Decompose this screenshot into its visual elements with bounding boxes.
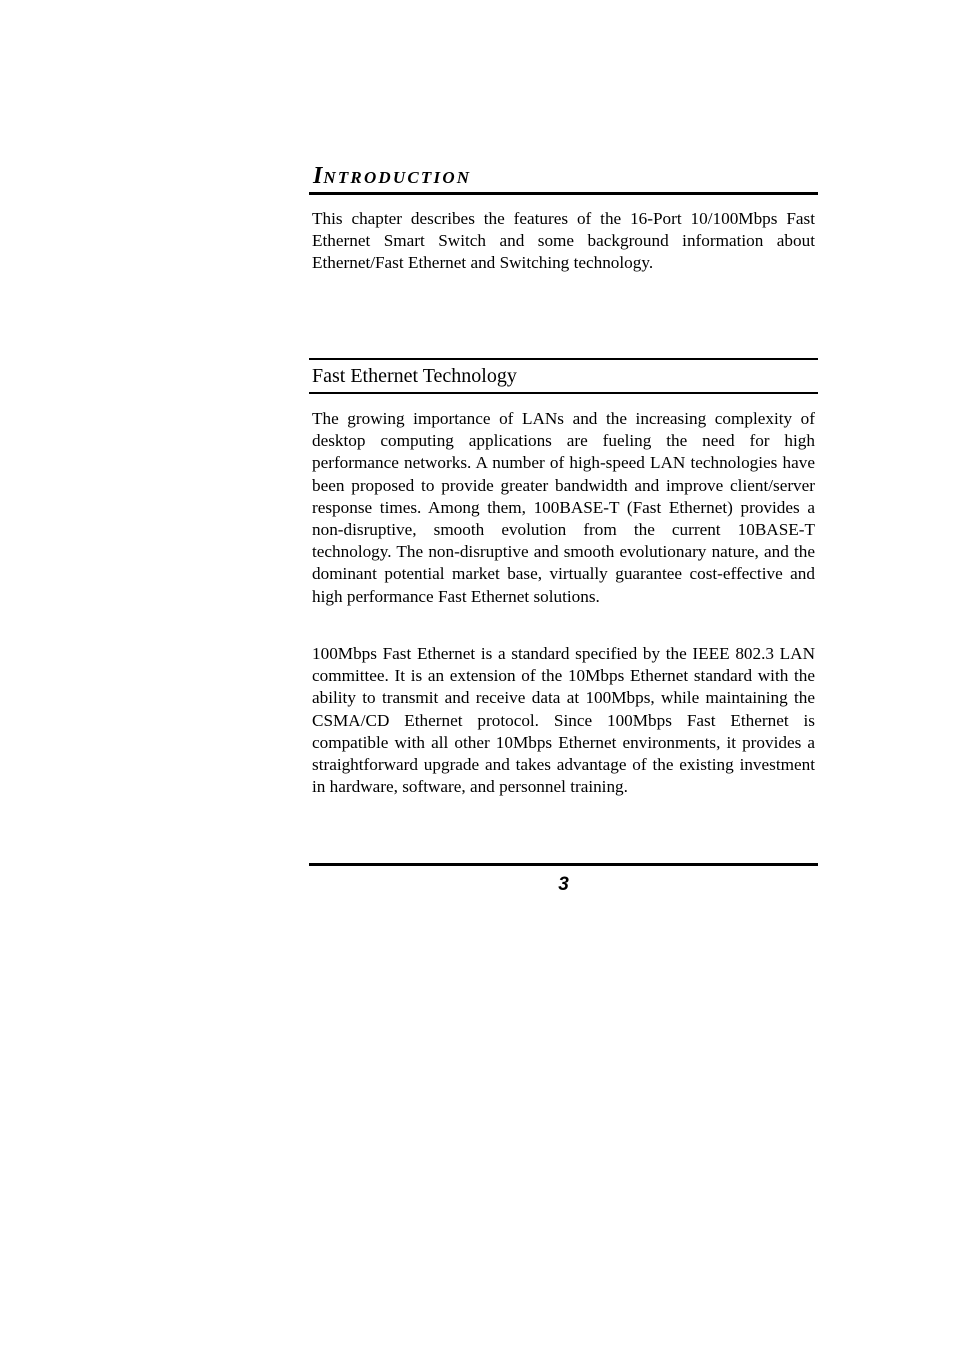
chapter-heading-rest: NTRODUCTION: [323, 168, 472, 187]
section-paragraph-2: 100Mbps Fast Ethernet is a standard specified by the IEEE 802.3 LAN committee. It is an extension of the 10Mbps Ethernet standard with the ability to transmit and receive data at 100Mbps, while maintaining the CSMA/CD Ethernet protocol. Since 100Mbps Fast Ethernet is compatible with all other 10Mbps Ethernet environments, it provides a straightforward upgrade and takes advantage of the existing investment in hardware, software, and personnel training.: [312, 644, 815, 797]
footer-rule: [309, 863, 818, 866]
chapter-heading-initial: I: [313, 163, 324, 189]
section-bottom-rule: [309, 392, 818, 394]
section-top-rule: [309, 358, 818, 360]
section-title: Fast Ethernet Technology: [312, 365, 517, 387]
chapter-heading-rule: [309, 192, 818, 195]
chapter-intro-paragraph: This chapter describes the features of the 16-Port 10/100Mbps Fast Ethernet Smart Switch and some background information about Ethernet/Fast Ethernet and Switching technology.: [312, 209, 815, 273]
section-paragraph-1: The growing importance of LANs and the increasing complexity of desktop computing applications are fueling the need for high performance networks. A number of high-speed LAN technologies have been proposed to provide greater bandwidth and improve client/server response times. Among them, 100BASE-T (Fast Ethernet) provides a non-disruptive, smooth evolution from the current 10BASE-T technology. The non-disruptive and smooth evolutionary nature, and the dominant potential market base, virtually guarantee cost-effective and high performance Fast Ethernet solutions.: [312, 409, 815, 606]
page-number: 3: [558, 874, 569, 895]
chapter-heading: [313, 162, 471, 192]
